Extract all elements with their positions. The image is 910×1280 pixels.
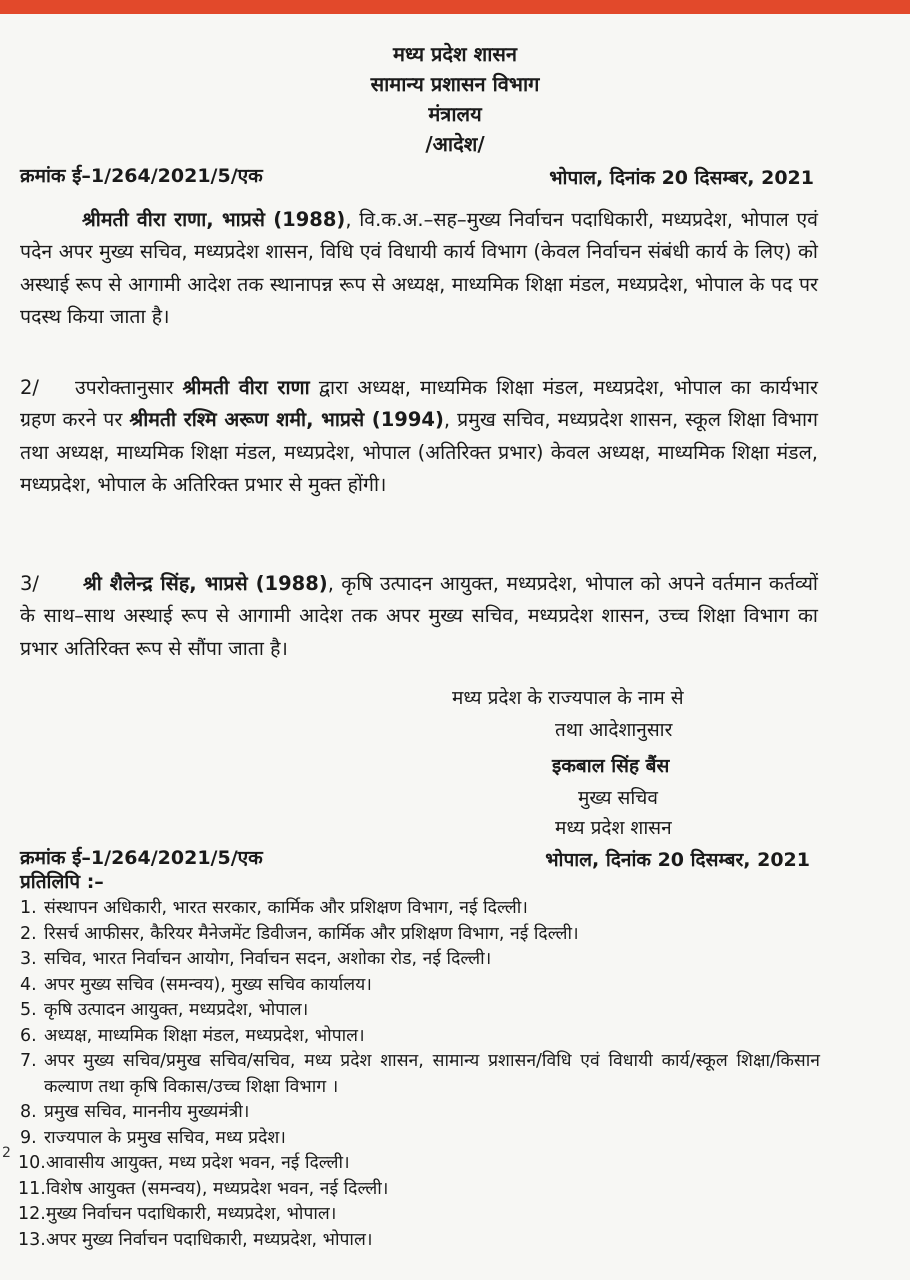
list-item-text: अध्यक्ष, माध्यमिक शिक्षा मंडल, मध्यप्रदेश, भोपाल। — [44, 1025, 365, 1046]
list-item-text: अपर मुख्य निर्वाचन पदाधिकारी, मध्यप्रदेश, भोपाल। — [46, 1229, 373, 1250]
list-item-text: आवासीय आयुक्त, मध्य प्रदेश भवन, नई दिल्ली। — [46, 1153, 350, 1173]
paragraph-2-text-a: उपरोक्तानुसार — [74, 376, 183, 399]
list-item-text: अपर मुख्य सचिव/प्रमुख सचिव/सचिव, मध्य प्रदेश शासन, सामान्य प्रशासन/विधि एवं विधायी कार्य/स्कूल शिक्षा/किसान कल्याण तथा कृषि विकास/उच्च शिक्षा विभाग । — [44, 1051, 820, 1097]
list-item — [20, 1151, 820, 1177]
list-item — [20, 1100, 820, 1126]
paragraph-1 — [20, 204, 818, 333]
paragraph-3-text: , कृषि उत्पादन आयुक्त, मध्यप्रदेश, भोपाल को अपने वर्तमान कर्तव्यों के साथ–साथ अस्थाई रूप से आगामी आदेश तक अपर मुख्य सचिव, मध्यप्रदेश शासन, उच्च शिक्षा विभाग का प्रभार अतिरिक्त रूप से सौंपा जाता है। — [20, 572, 818, 660]
signatory-designation: मुख्य सचिव — [578, 787, 658, 809]
order-number: क्रमांक ई–1/264/2021/5/एक — [20, 165, 263, 187]
list-item-text: प्रमुख सचिव, माननीय मुख्यमंत्री। — [44, 1102, 250, 1122]
list-item — [20, 1049, 820, 1100]
order-place-date: भोपाल, दिनांक 20 दिसम्बर, 2021 — [549, 167, 814, 189]
list-item-number: 9. — [20, 1127, 37, 1148]
list-item-text: मुख्य निर्वाचन पदाधिकारी, मध्यप्रदेश, भोपाल। — [46, 1204, 337, 1224]
list-item — [20, 947, 820, 973]
paragraph-3 — [20, 568, 818, 665]
list-item-number: 5. — [20, 1000, 37, 1020]
list-item-text: संस्थापन अधिकारी, भारत सरकार, कार्मिक और प्रशिक्षण विभाग, नई दिल्ली। — [44, 898, 528, 918]
copy-place-date: भोपाल, दिनांक 20 दिसम्बर, 2021 — [545, 849, 810, 871]
paragraph-2 — [20, 372, 818, 501]
list-item-number: 3. — [20, 949, 37, 969]
signatory-name: इकबाल सिंह बैंस — [552, 755, 670, 777]
handwritten-mark: 2 — [2, 1145, 11, 1161]
list-item-text: राज्यपाल के प्रमुख सचिव, मध्य प्रदेश। — [44, 1127, 286, 1148]
list-item-number: 2. — [20, 923, 37, 944]
government-name: मध्य प्रदेश शासन — [392, 42, 517, 66]
list-item-number: 12. — [18, 1204, 46, 1224]
signature-order-line: तथा आदेशानुसार — [555, 719, 673, 741]
list-item — [20, 1202, 820, 1228]
list-item — [20, 896, 820, 922]
list-item-number: 10. — [18, 1153, 46, 1173]
list-item-text: विशेष आयुक्त (समन्वय), मध्यप्रदेश भवन, नई दिल्ली। — [46, 1178, 389, 1199]
list-item-text: कृषि उत्पादन आयुक्त, मध्यप्रदेश, भोपाल। — [44, 1000, 309, 1020]
list-item — [20, 973, 820, 999]
signature-authority-line: मध्य प्रदेश के राज्यपाल के नाम से — [452, 687, 684, 709]
list-item-text: अपर मुख्य सचिव (समन्वय), मुख्य सचिव कार्यालय। — [44, 974, 372, 995]
list-item — [20, 1024, 820, 1050]
list-item — [20, 1177, 820, 1203]
copy-order-number: क्रमांक ई–1/264/2021/5/एक — [20, 847, 263, 869]
paragraph-3-number: 3/ — [20, 572, 39, 595]
list-item-text: रिसर्च आफीसर, कैरियर मैनेजमेंट डिवीजन, कार्मिक और प्रशिक्षण विभाग, नई दिल्ली। — [44, 923, 579, 944]
officer-name-3: श्री शैलेन्द्र सिंह, भाप्रसे (1988) — [82, 572, 328, 595]
list-item-number: 4. — [20, 974, 37, 995]
list-item-number: 13. — [18, 1229, 46, 1250]
officer-name-2b: श्रीमती रश्मि अरूण शमी, भाप्रसे (1994) — [129, 408, 444, 432]
list-item — [20, 998, 820, 1024]
ministry-name: मंत्रालय — [428, 102, 482, 126]
list-item — [20, 922, 820, 948]
officer-name-1: श्रीमती वीरा राणा, भाप्रसे (1988) — [82, 208, 346, 231]
signatory-office: मध्य प्रदेश शासन — [555, 817, 672, 839]
paragraph-1-text: , वि.क.अ.–सह–मुख्य निर्वाचन पदाधिकारी, मध्यप्रदेश, भोपाल एवं पदेन अपर मुख्य सचिव, मध्यप्रदेश शासन, विधि एवं विधायी कार्य विभाग (केवल निर्वाचन संबंधी कार्य के लिए) को अस्थाई रूप से आगामी आदेश तक स्थानापन्न रूप से अध्यक्ष, माध्यमिक शिक्षा मंडल, मध्यप्रदेश, भोपाल के पद पर पदस्थ किया जाता है। — [20, 208, 818, 328]
paragraph-2-number: 2/ — [20, 376, 39, 399]
paragraph-2-text-c: , प्रमुख सचिव, मध्यप्रदेश शासन, स्कूल शिक्षा विभाग तथा अध्यक्ष, माध्यमिक शिक्षा मंडल, मध्यप्रदेश, भोपाल (अतिरिक्त प्रभार) केवल अध्यक्ष, माध्यमिक शिक्षा मंडल, मध्यप्रदेश, भोपाल के अतिरिक्त प्रभार से मुक्त होंगी। — [20, 408, 819, 496]
list-item-number: 11. — [18, 1178, 46, 1199]
paragraph-2-text-b: द्वारा अध्यक्ष, माध्यमिक शिक्षा मंडल, मध्यप्रदेश, भोपाल का कार्यभार ग्रहण करने पर — [20, 376, 819, 432]
list-item — [20, 1228, 820, 1254]
department-name: सामान्य प्रशासन विभाग — [370, 72, 540, 96]
list-item-number: 8. — [20, 1102, 37, 1122]
copy-recipient-list — [20, 896, 820, 1253]
list-item — [20, 1126, 820, 1152]
copy-heading: प्रतिलिपि :– — [20, 871, 104, 893]
list-item-number: 1. — [20, 898, 37, 918]
list-item-text: सचिव, भारत निर्वाचन आयोग, निर्वाचन सदन, अशोका रोड, नई दिल्ली। — [44, 949, 492, 969]
order-document — [0, 14, 910, 1280]
list-item-number: 6. — [20, 1025, 37, 1046]
list-item-number: 7. — [20, 1051, 37, 1071]
order-heading: /आदेश/ — [425, 132, 485, 156]
scan-top-border — [0, 0, 910, 14]
officer-name-2a: श्रीमती वीरा राणा — [182, 376, 310, 399]
